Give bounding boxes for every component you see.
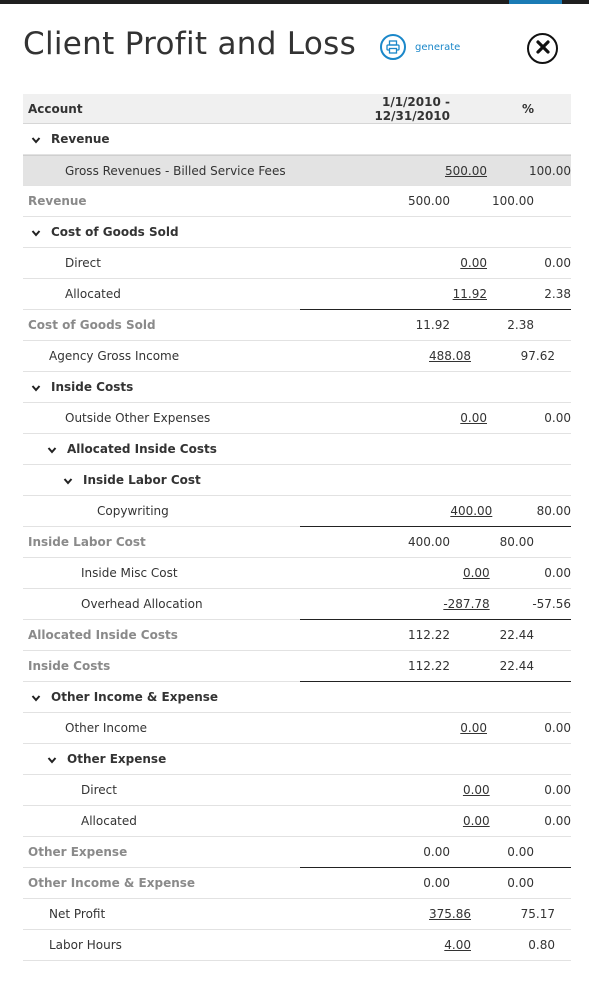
account-label: Revenue xyxy=(28,194,87,208)
account-cell xyxy=(23,473,360,487)
account-label: Outside Other Expenses xyxy=(65,411,211,425)
percent-cell: 80.00 xyxy=(499,535,534,549)
amount-value: 112.22 xyxy=(408,628,450,642)
account-label: Direct xyxy=(81,783,117,797)
chevron-down-icon[interactable] xyxy=(31,134,41,144)
profit-loss-table xyxy=(23,94,571,961)
printer-icon[interactable] xyxy=(380,34,406,60)
account-cell xyxy=(23,690,328,704)
amount-value: 0.00 xyxy=(423,876,450,890)
amount-cell xyxy=(346,907,471,921)
section-row[interactable] xyxy=(23,465,571,496)
amount-link[interactable]: 400.00 xyxy=(450,504,493,518)
percent-cell: 0.00 xyxy=(544,814,571,828)
account-label: Allocated xyxy=(65,287,121,301)
percent-cell: 0.00 xyxy=(544,411,571,425)
account-label: Inside Labor Cost xyxy=(83,473,201,487)
percent-cell: 0.00 xyxy=(544,721,571,735)
total-row xyxy=(23,837,571,868)
account-label: Net Profit xyxy=(49,907,106,921)
percent-cell: -57.56 xyxy=(532,597,571,611)
table-row xyxy=(23,279,571,310)
account-label: Copywriting xyxy=(97,504,169,518)
amount-cell xyxy=(362,256,487,270)
table-row xyxy=(23,496,571,527)
amount-link[interactable]: 0.00 xyxy=(460,411,487,425)
amount-cell xyxy=(369,783,490,797)
table-row xyxy=(23,775,571,806)
amount-cell xyxy=(375,504,492,518)
account-label: Other Expense xyxy=(28,845,128,859)
account-cell xyxy=(23,164,362,178)
account-cell xyxy=(23,721,362,735)
account-cell xyxy=(23,442,344,456)
section-row[interactable] xyxy=(23,217,571,248)
amount-cell xyxy=(346,938,471,952)
account-label: Inside Costs xyxy=(28,659,111,673)
percent-cell: 80.00 xyxy=(536,504,571,518)
table-row xyxy=(23,403,571,434)
amount-cell xyxy=(362,287,487,301)
generate-label[interactable]: generate xyxy=(415,41,461,53)
account-label: Allocated Inside Costs xyxy=(28,628,178,642)
percent-cell: 100.00 xyxy=(492,194,534,208)
percent-cell: 0.00 xyxy=(507,845,534,859)
account-cell xyxy=(23,659,325,673)
account-cell xyxy=(23,597,369,611)
page-title: Client Profit and Loss xyxy=(23,26,357,62)
amount-link[interactable]: 0.00 xyxy=(462,566,490,580)
account-label: Inside Costs xyxy=(51,380,134,394)
account-cell xyxy=(23,938,346,952)
amount-cell xyxy=(325,318,450,332)
section-row[interactable] xyxy=(23,372,571,403)
percent-cell: 0.00 xyxy=(544,566,571,580)
table-body xyxy=(23,124,571,961)
section-row[interactable] xyxy=(23,124,571,155)
percent-cell: 97.62 xyxy=(520,349,555,363)
account-cell xyxy=(23,628,325,642)
account-label: Inside Labor Cost xyxy=(28,535,146,549)
percent-cell: 75.17 xyxy=(520,907,555,921)
total-row xyxy=(23,651,571,682)
chevron-down-icon[interactable] xyxy=(31,382,41,392)
total-row xyxy=(23,527,571,558)
percent-cell: 2.38 xyxy=(544,287,571,301)
table-row xyxy=(23,713,571,744)
account-label: Cost of Goods Sold xyxy=(51,225,179,239)
account-label: Cost of Goods Sold xyxy=(28,318,156,332)
subtotal-divider xyxy=(300,309,571,310)
chevron-down-icon[interactable] xyxy=(47,754,57,764)
account-cell xyxy=(23,845,325,859)
table-row xyxy=(23,930,571,961)
table-row xyxy=(23,341,571,372)
account-label: Allocated xyxy=(81,814,137,828)
amount-cell xyxy=(325,876,450,890)
section-row[interactable] xyxy=(23,744,571,775)
account-label: Allocated Inside Costs xyxy=(67,442,217,456)
account-label: Other Income & Expense xyxy=(28,876,196,890)
account-cell xyxy=(23,225,328,239)
total-row xyxy=(23,186,571,217)
amount-link[interactable]: 500.00 xyxy=(445,163,487,178)
percent-cell: 22.44 xyxy=(499,659,534,673)
amount-value: 400.00 xyxy=(408,535,450,549)
amount-value: 500.00 xyxy=(408,194,450,208)
amount-cell xyxy=(362,721,487,735)
amount-value: 11.92 xyxy=(415,318,450,332)
table-row xyxy=(23,248,571,279)
chevron-down-icon[interactable] xyxy=(47,444,57,454)
account-cell xyxy=(23,783,369,797)
account-cell xyxy=(23,318,325,332)
amount-link[interactable]: 0.00 xyxy=(460,256,487,270)
header-account: Account xyxy=(28,101,83,116)
account-cell xyxy=(23,411,362,425)
account-cell xyxy=(23,535,325,549)
percent-cell: 0.80 xyxy=(528,938,555,952)
account-label: Revenue xyxy=(51,132,110,146)
account-cell xyxy=(23,194,325,208)
subtotal-divider xyxy=(300,867,571,868)
amount-cell xyxy=(325,659,450,673)
chevron-down-icon[interactable] xyxy=(31,692,41,702)
account-label: Inside Misc Cost xyxy=(81,566,178,580)
account-cell xyxy=(23,287,362,301)
percent-cell: 0.00 xyxy=(544,783,571,797)
amount-link[interactable]: -287.78 xyxy=(443,597,490,611)
amount-link[interactable]: 4.00 xyxy=(444,938,471,952)
section-row[interactable] xyxy=(23,682,571,713)
amount-link[interactable]: 0.00 xyxy=(460,721,487,735)
amount-link[interactable]: 375.86 xyxy=(429,907,471,921)
amount-link[interactable]: 488.08 xyxy=(429,349,471,363)
amount-cell xyxy=(369,566,490,580)
account-label: Other Income xyxy=(65,721,148,735)
amount-cell xyxy=(325,535,450,549)
account-cell xyxy=(23,256,362,270)
account-cell xyxy=(23,132,328,146)
top-bar xyxy=(0,0,589,4)
table-row xyxy=(23,899,571,930)
percent-cell: 22.44 xyxy=(499,628,534,642)
amount-cell xyxy=(369,597,490,611)
amount-cell xyxy=(369,814,490,828)
account-cell xyxy=(23,876,325,890)
amount-cell xyxy=(362,411,487,425)
account-cell xyxy=(23,504,375,518)
header-period: 1/1/2010 - 12/31/2010 xyxy=(374,94,450,123)
account-label: Agency Gross Income xyxy=(49,349,180,363)
table-row xyxy=(23,155,571,186)
percent-cell: 0.00 xyxy=(507,876,534,890)
table-row xyxy=(23,806,571,837)
account-label: Other Expense xyxy=(67,752,167,766)
subtotal-divider xyxy=(300,526,571,527)
amount-link[interactable]: 0.00 xyxy=(462,783,490,797)
top-bar-accent xyxy=(509,0,562,4)
account-cell xyxy=(23,907,346,921)
chevron-down-icon[interactable] xyxy=(63,475,73,485)
amount-cell xyxy=(325,628,450,642)
amount-cell xyxy=(325,845,450,859)
account-label: Overhead Allocation xyxy=(81,597,203,611)
amount-value: 112.22 xyxy=(408,659,450,673)
account-cell xyxy=(23,380,328,394)
percent-cell: 2.38 xyxy=(507,318,534,332)
header-percent: % xyxy=(521,101,534,116)
table-header xyxy=(23,94,571,124)
account-cell xyxy=(23,566,369,580)
generate-button[interactable] xyxy=(380,34,460,60)
amount-cell xyxy=(362,164,487,178)
table-row xyxy=(23,589,571,620)
subtotal-divider xyxy=(300,619,571,620)
account-label: Direct xyxy=(65,256,101,270)
close-icon[interactable] xyxy=(536,39,550,58)
account-cell xyxy=(23,349,346,363)
amount-cell xyxy=(346,349,471,363)
chevron-down-icon[interactable] xyxy=(31,227,41,237)
amount-value: 0.00 xyxy=(423,845,450,859)
amount-link[interactable]: 0.00 xyxy=(462,814,490,828)
table-row xyxy=(23,558,571,589)
percent-cell: 0.00 xyxy=(544,256,571,270)
account-label: Gross Revenues - Billed Service Fees xyxy=(65,163,286,178)
amount-link[interactable]: 11.92 xyxy=(452,287,487,301)
close-button[interactable] xyxy=(527,33,558,64)
total-row xyxy=(23,868,571,899)
account-cell xyxy=(23,752,344,766)
section-row[interactable] xyxy=(23,434,571,465)
account-label: Other Income & Expense xyxy=(51,690,219,704)
percent-cell: 100.00 xyxy=(529,163,571,178)
total-row xyxy=(23,620,571,651)
account-cell xyxy=(23,814,369,828)
subtotal-divider xyxy=(300,681,571,682)
account-label: Labor Hours xyxy=(49,938,122,952)
amount-cell xyxy=(325,194,450,208)
total-row xyxy=(23,310,571,341)
